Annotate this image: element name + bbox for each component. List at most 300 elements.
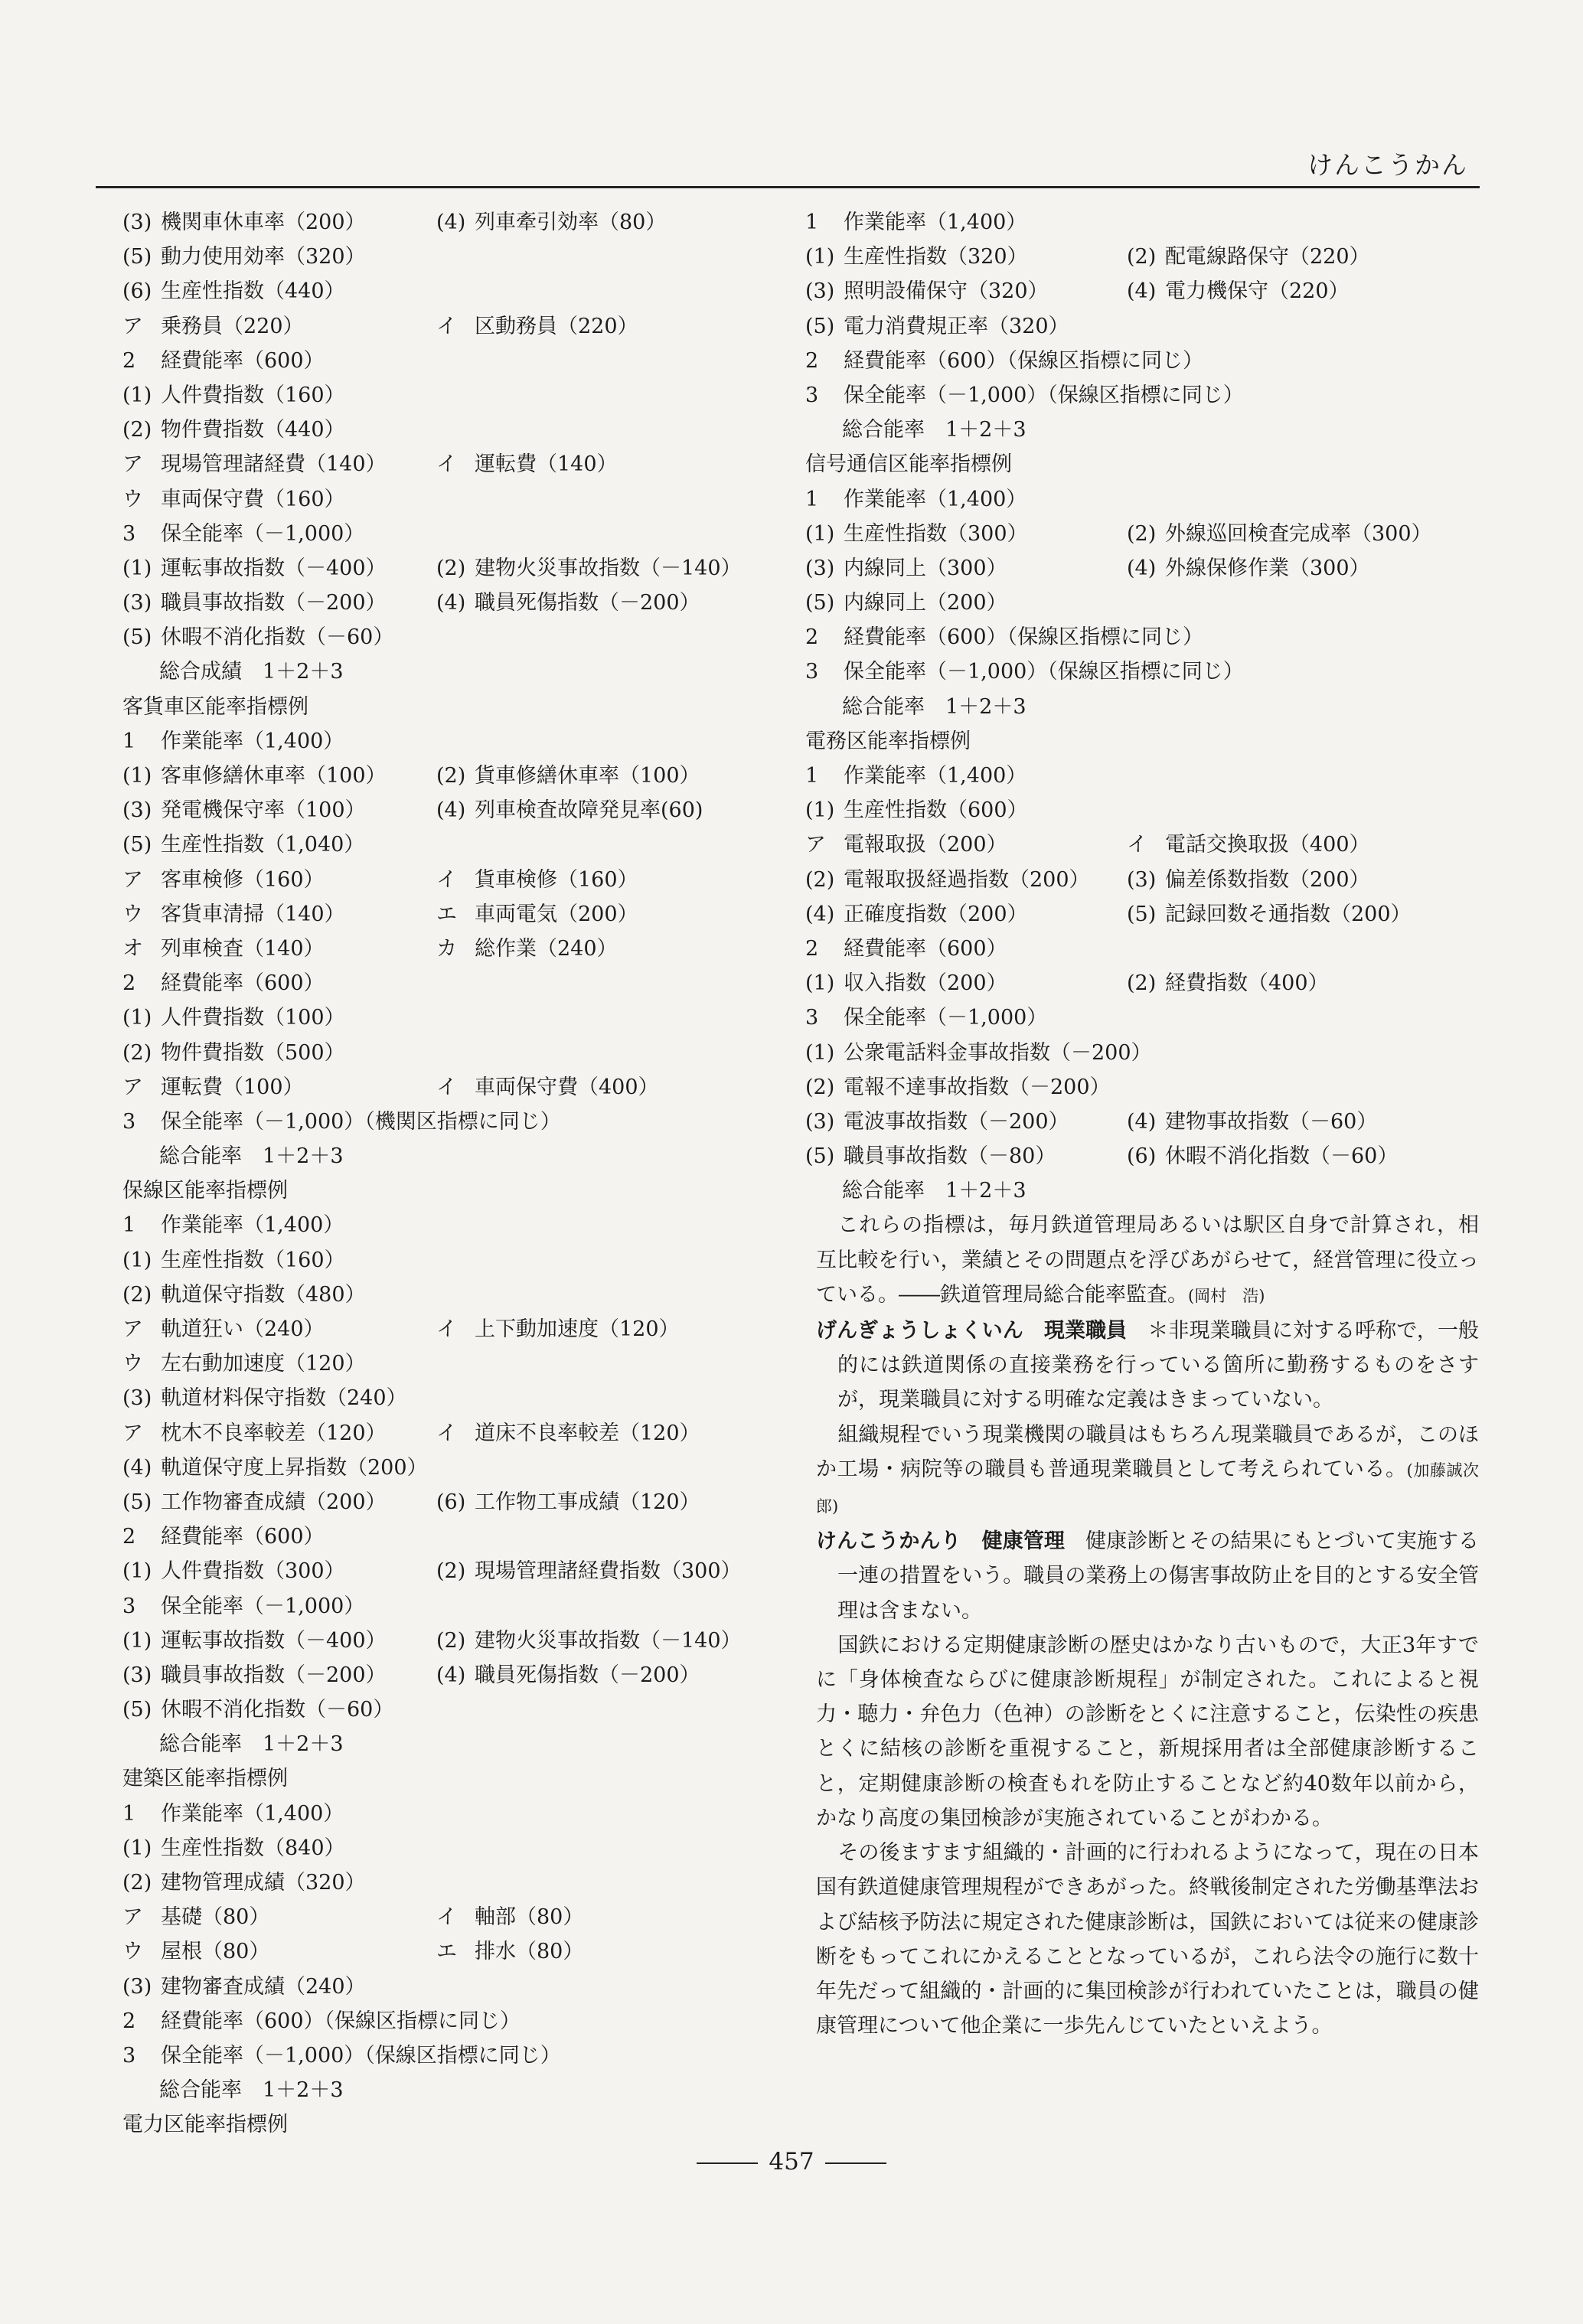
- item-marker: 3: [122, 2043, 136, 2068]
- list-line: [805, 1139, 1479, 1173]
- item-marker: (3): [122, 211, 152, 234]
- item-marker: (1): [805, 798, 835, 823]
- item-text: 照明設備保守（320）: [844, 279, 1049, 304]
- item-text: 休暇不消化指数（－60）: [1165, 1144, 1399, 1169]
- item-marker: ア: [122, 452, 143, 477]
- entry-kenko-p3: その後ますます組織的・計画的に行われるようになって，現在の日本国有鉄道健康管理規程ができあがった。終戦後制定された労働基準法および結核予防法に規定された健康診断は，国鉄においては従来の健康診断をもってこれにかえることとなっているが，これら法令の施行に数十年先だって組織的・計画的に集団検診が行われていたことは，職員の健康管理について他企業に一歩先んじていたといえよう。: [816, 1841, 1479, 2038]
- item-marker: 2: [122, 2009, 136, 2033]
- item-marker: (2): [122, 1282, 152, 1307]
- item-marker: (5): [122, 1490, 152, 1514]
- list-line: [122, 1554, 811, 1588]
- item-marker: (4): [436, 591, 466, 615]
- item-marker: ア: [122, 314, 143, 338]
- item-text: 配電線路保守（220）: [1165, 245, 1370, 269]
- item-text: 生産性指数（840）: [161, 1836, 345, 1860]
- list-line: [805, 1173, 1479, 1208]
- closing-paragraph-author: (岡村 浩): [1188, 1286, 1265, 1305]
- item-marker: 3: [805, 660, 819, 684]
- item-text: 保全能率（－1,000）: [161, 1594, 365, 1618]
- item-marker: (1): [122, 556, 152, 580]
- list-line: [122, 654, 811, 689]
- list-line: [122, 932, 811, 966]
- item-marker: ウ: [122, 1352, 143, 1376]
- item-marker: (3): [805, 556, 835, 580]
- list-line: [122, 586, 811, 620]
- item-text: 作業能率（1,400）: [161, 1801, 344, 1826]
- header-rule: [96, 186, 1480, 188]
- entry-genba: [805, 1314, 1479, 1418]
- item-marker: オ: [122, 936, 143, 961]
- item-marker: ウ: [122, 902, 143, 926]
- page-number-row: [0, 2148, 1583, 2175]
- item-text: 軌道狂い（240）: [161, 1317, 325, 1341]
- item-marker: (3): [122, 1974, 152, 1999]
- item-text: 運転事故指数（－400）: [161, 556, 387, 580]
- list-line: [122, 1070, 811, 1105]
- item-text: 物件費指数（440）: [161, 418, 345, 442]
- item-marker: (4): [805, 902, 835, 926]
- list-line: [122, 1692, 811, 1727]
- item-marker: (3): [805, 1109, 835, 1134]
- item-marker: (1): [805, 1040, 835, 1065]
- item-marker: (1): [122, 1836, 152, 1860]
- entry-genba-p1: ＊非現業職員に対する呼称で，一般的には鉄道関係の直接業務を行っている箇所に勤務するものをさすが，現業職員に対する明確な定義はきまっていない。: [837, 1319, 1480, 1412]
- item-text: 正確度指数（200）: [844, 902, 1028, 926]
- item-marker: (2): [1127, 971, 1157, 996]
- item-text: 上下動加速度（120）: [475, 1317, 680, 1341]
- total-formula: 総合能率 1＋2＋3: [159, 1732, 344, 1757]
- running-head: けんこうかん: [1307, 150, 1468, 180]
- item-marker: (2): [1127, 245, 1157, 269]
- item-text: 保全能率（－1,000）: [161, 521, 365, 546]
- list-line: [805, 724, 1479, 759]
- item-marker: (1): [805, 521, 835, 546]
- item-marker: (3): [122, 1663, 152, 1687]
- item-text: 客車検修（160）: [161, 867, 325, 892]
- list-line: [122, 482, 811, 517]
- list-line: [805, 1036, 1479, 1070]
- item-marker: ア: [805, 833, 826, 857]
- closing-paragraph-text: これらの指標は，毎月鉄道管理局あるいは駅区自身で計算され，相互比較を行い，業績とその問題点を浮びあがらせて，経営管理に役立っている。――鉄道管理局総合能率監査。: [816, 1213, 1479, 1307]
- item-text: 客貨車清掃（140）: [161, 902, 345, 926]
- item-marker: イ: [436, 314, 457, 338]
- item-marker: (3): [805, 279, 835, 304]
- item-text: 経費能率（600）（保線区指標に同じ）: [161, 2009, 521, 2033]
- list-line: [805, 620, 1479, 654]
- item-text: 生産性指数（300）: [844, 521, 1028, 546]
- item-marker: (6): [436, 1490, 466, 1514]
- section-heading: 信号通信区能率指標例: [805, 452, 1012, 477]
- list-line: [122, 517, 811, 551]
- item-marker: (3): [122, 798, 152, 823]
- list-line: [122, 863, 811, 897]
- item-text: 人件費指数（160）: [161, 383, 345, 407]
- item-text: 運転費（100）: [161, 1075, 304, 1099]
- item-marker: (4): [1127, 1109, 1157, 1134]
- item-marker: 3: [122, 1109, 136, 1134]
- list-line: [805, 793, 1479, 827]
- item-text: 左右動加速度（120）: [161, 1352, 366, 1376]
- item-text: 経費能率（600）: [161, 1525, 325, 1549]
- list-line: [122, 2073, 811, 2107]
- item-text: 電報取扱経過指数（200）: [844, 867, 1090, 892]
- page-number-dash-right: [825, 2162, 886, 2164]
- list-line: [122, 759, 811, 793]
- item-marker: (5): [122, 625, 152, 650]
- item-text: 物件費指数（500）: [161, 1040, 345, 1065]
- list-line: [805, 344, 1479, 378]
- entry-genba-term: 現業職員: [1043, 1319, 1128, 1343]
- list-line: [122, 274, 811, 308]
- item-text: 休暇不消化指数（－60）: [161, 1698, 394, 1722]
- item-marker: ア: [122, 867, 143, 892]
- item-text: 動力使用効率（320）: [161, 245, 366, 269]
- item-marker: 3: [805, 383, 819, 407]
- item-text: 職員事故指数（－80）: [844, 1144, 1056, 1169]
- right-column: [805, 205, 1479, 2043]
- list-line: [805, 274, 1479, 308]
- list-line: [122, 378, 811, 413]
- list-line: [805, 654, 1479, 689]
- list-line: [122, 1451, 811, 1485]
- list-line: [805, 517, 1479, 551]
- list-line: [805, 827, 1479, 862]
- item-marker: (1): [805, 971, 835, 996]
- list-line: [122, 1105, 811, 1139]
- item-text: 保全能率（－1,000）（機関区指標に同じ）: [161, 1109, 561, 1134]
- section-heading: 電力区能率指標例: [122, 2113, 288, 2137]
- item-marker: ア: [122, 1421, 143, 1445]
- list-line: [805, 586, 1479, 620]
- section-heading: 客貨車区能率指標例: [122, 694, 308, 719]
- list-line: [122, 1173, 811, 1208]
- list-line: [805, 447, 1479, 481]
- item-marker: 1: [122, 1213, 136, 1238]
- item-text: 軌道保守度上昇指数（200）: [161, 1455, 428, 1480]
- list-line: [122, 1485, 811, 1519]
- entry-kenko-reading: けんこうかんり: [816, 1529, 961, 1554]
- item-text: 発電機保守率（100）: [161, 798, 366, 823]
- item-marker: イ: [436, 452, 457, 477]
- item-text: 電報不達事故指数（－200）: [844, 1075, 1111, 1099]
- item-text: 機関車休車率（200）: [161, 211, 366, 234]
- item-text: 建物審査成績（240）: [161, 1974, 366, 1999]
- total-formula: 総合能率 1＋2＋3: [842, 694, 1027, 719]
- entry-kenko-p1: 健康診断とその結果にもとづいて実施する一連の措置をいう。職員の業務上の傷害事故防止を目的とする安全管理は含まない。: [837, 1529, 1480, 1623]
- item-text: 経費能率（600）: [844, 936, 1007, 961]
- list-line: [805, 932, 1479, 966]
- list-line: [805, 413, 1479, 447]
- item-text: 電話交換取扱（400）: [1165, 833, 1370, 857]
- item-marker: (1): [122, 1559, 152, 1584]
- item-text: 運転事故指数（－400）: [161, 1628, 387, 1653]
- item-marker: 3: [122, 521, 136, 546]
- list-line: [122, 690, 811, 724]
- item-text: 電力消費規正率（320）: [844, 314, 1069, 338]
- closing-paragraph: [805, 1208, 1479, 1314]
- list-line: [122, 1036, 811, 1070]
- list-line: [122, 205, 811, 240]
- list-line: [805, 240, 1479, 274]
- item-text: 総作業（240）: [475, 936, 618, 961]
- item-text: 軌道材料保守指数（240）: [161, 1386, 407, 1411]
- item-text: 内線同上（200）: [844, 591, 1007, 615]
- total-formula: 総合成績 1＋2＋3: [159, 660, 344, 684]
- list-line: [122, 2038, 811, 2073]
- item-text: 生産性指数（160）: [161, 1248, 345, 1272]
- total-formula: 総合能率 1＋2＋3: [842, 418, 1027, 442]
- total-formula: 総合能率 1＋2＋3: [842, 1179, 1027, 1203]
- item-text: 内線同上（300）: [844, 556, 1007, 580]
- item-marker: (4): [436, 211, 466, 234]
- list-line: [122, 551, 811, 586]
- item-text: 建物管理成績（320）: [161, 1871, 366, 1895]
- item-text: 記録回数そ通指数（200）: [1165, 902, 1412, 926]
- list-line: [122, 724, 811, 759]
- list-line: [122, 1900, 811, 1934]
- list-line: [122, 966, 811, 1000]
- item-marker: ウ: [122, 487, 143, 511]
- list-line: [122, 1278, 811, 1312]
- item-marker: (1): [122, 1006, 152, 1030]
- item-text: 列車検査故障発見率(60): [475, 798, 703, 823]
- item-text: 職員死傷指数（－200）: [475, 591, 700, 615]
- item-marker: (4): [436, 1663, 466, 1687]
- entry-genba-reading: げんぎょうしょくいん: [816, 1319, 1023, 1343]
- list-line: [122, 1519, 811, 1554]
- section-heading: 建築区能率指標例: [122, 1767, 288, 1791]
- list-line: [805, 378, 1479, 413]
- item-text: 基礎（80）: [161, 1905, 270, 1930]
- item-text: 工作物工事成績（120）: [475, 1490, 700, 1514]
- item-text: 乗務員（220）: [161, 314, 304, 338]
- item-marker: 1: [122, 1801, 136, 1826]
- list-line: [122, 827, 811, 862]
- list-line: [122, 897, 811, 932]
- item-text: 電波事故指数（－200）: [844, 1109, 1069, 1134]
- list-line: [122, 1139, 811, 1173]
- item-text: 車両保守費（400）: [475, 1075, 659, 1099]
- item-text: 区動務員（220）: [475, 314, 638, 338]
- item-text: 外線保修作業（300）: [1165, 556, 1370, 580]
- item-text: 作業能率（1,400）: [844, 211, 1027, 234]
- list-line: [122, 1589, 811, 1624]
- item-marker: ア: [122, 1905, 143, 1930]
- item-marker: (2): [436, 556, 466, 580]
- list-line: [805, 309, 1479, 344]
- item-marker: イ: [1127, 833, 1147, 857]
- item-marker: (1): [805, 245, 835, 269]
- item-marker: (4): [1127, 556, 1157, 580]
- list-line: [122, 1381, 811, 1415]
- item-marker: (3): [122, 1386, 152, 1411]
- list-line: [122, 1658, 811, 1692]
- list-line: [122, 1761, 811, 1796]
- list-line: [122, 1208, 811, 1242]
- item-text: 現場管理諸経費指数（300）: [475, 1559, 742, 1584]
- list-line: [122, 2107, 811, 2142]
- item-marker: エ: [436, 1940, 457, 1964]
- list-line: [805, 759, 1479, 793]
- item-marker: (1): [122, 383, 152, 407]
- item-marker: (6): [1127, 1144, 1157, 1169]
- item-marker: 2: [805, 625, 819, 650]
- item-text: 軸部（80）: [475, 1905, 584, 1930]
- item-marker: (2): [436, 1628, 466, 1653]
- item-marker: (2): [1127, 521, 1157, 546]
- page-number-dash-left: [697, 2162, 758, 2164]
- item-text: 作業能率（1,400）: [844, 764, 1027, 788]
- item-marker: (2): [805, 867, 835, 892]
- item-text: 生産性指数（600）: [844, 798, 1028, 823]
- item-text: 建物事故指数（－60）: [1165, 1109, 1378, 1134]
- item-text: 職員事故指数（－200）: [161, 591, 387, 615]
- item-marker: イ: [436, 1317, 457, 1341]
- item-text: 休暇不消化指数（－60）: [161, 625, 394, 650]
- item-marker: (2): [436, 764, 466, 788]
- item-text: 生産性指数（1,040）: [161, 833, 365, 857]
- item-text: 運転費（140）: [475, 452, 618, 477]
- item-text: 貨車修繕休車率（100）: [475, 764, 700, 788]
- item-marker: 1: [805, 487, 819, 511]
- item-marker: (2): [122, 1040, 152, 1065]
- list-line: [805, 482, 1479, 517]
- right-column-lists: [805, 205, 1479, 1208]
- item-marker: 2: [122, 348, 136, 373]
- item-text: 建物火災事故指数（－140）: [475, 1628, 742, 1653]
- entry-kenko-paragraph-2: [805, 1628, 1479, 1836]
- item-marker: イ: [436, 1421, 457, 1445]
- entry-kenko-p2: 国鉄における定期健康診断の歴史はかなり古いもので，大正3年すでに「身体検査ならびに健康診断規程」が制定された。これによると視力・聴力・弁色力（色神）の診断をとくに注意すること，伝染性の疾患とくに結核の診断を重視すること，新規採用者は全部健康診断すること，定期健康診断の検査もれを防止することなど約40数年以前から，かなり高度の集団検診が実施されていることがわかる。: [816, 1633, 1479, 1830]
- item-marker: (5): [1127, 902, 1157, 926]
- list-line: [122, 1865, 811, 1900]
- item-text: 経費能率（600）: [161, 971, 325, 996]
- item-text: 工作物審査成績（200）: [161, 1490, 387, 1514]
- item-marker: (4): [436, 798, 466, 823]
- item-marker: 2: [805, 348, 819, 373]
- item-marker: (2): [805, 1075, 835, 1099]
- item-marker: 2: [122, 971, 136, 996]
- list-line: [122, 1934, 811, 1969]
- item-marker: (5): [122, 245, 152, 269]
- list-line: [122, 1831, 811, 1865]
- item-marker: (1): [122, 764, 152, 788]
- item-marker: ア: [122, 1075, 143, 1099]
- item-marker: イ: [436, 1075, 457, 1099]
- list-line: [122, 1797, 811, 1831]
- item-text: 経費能率（600）（保線区指標に同じ）: [844, 348, 1204, 373]
- item-marker: (3): [1127, 867, 1157, 892]
- entry-genba-paragraph-2: [805, 1418, 1479, 1525]
- item-marker: ア: [122, 1317, 143, 1341]
- list-line: [122, 1624, 811, 1658]
- item-text: 経費能率（600）（保線区指標に同じ）: [844, 625, 1204, 650]
- list-line: [122, 1970, 811, 2004]
- item-marker: (2): [122, 418, 152, 442]
- entry-genba-author: (加藤誠次郎): [816, 1461, 1479, 1516]
- list-line: [805, 205, 1479, 240]
- entry-kenko-term: 健康管理: [981, 1529, 1065, 1554]
- list-line: [122, 413, 811, 447]
- page-number: 457: [769, 2148, 814, 2175]
- item-text: 生産性指数（440）: [161, 279, 345, 304]
- total-formula: 総合能率 1＋2＋3: [159, 1144, 344, 1169]
- item-text: 作業能率（1,400）: [844, 487, 1027, 511]
- item-text: 保全能率（－1,000）（保線区指標に同じ）: [844, 383, 1244, 407]
- item-text: 収入指数（200）: [844, 971, 1007, 996]
- item-text: 現場管理諸経費（140）: [161, 452, 387, 477]
- list-line: [122, 1312, 811, 1346]
- item-text: 公衆電話料金事故指数（－200）: [844, 1040, 1152, 1065]
- item-marker: イ: [436, 1905, 457, 1930]
- list-line: [805, 966, 1479, 1000]
- item-text: 電報取扱（200）: [844, 833, 1007, 857]
- item-text: 屋根（80）: [161, 1940, 270, 1964]
- item-text: 人件費指数（100）: [161, 1006, 345, 1030]
- section-heading: 電務区能率指標例: [805, 729, 971, 753]
- item-marker: カ: [436, 936, 457, 961]
- item-marker: (1): [122, 1628, 152, 1653]
- item-text: 軌道保守指数（480）: [161, 1282, 366, 1307]
- item-marker: 2: [805, 936, 819, 961]
- item-text: 貨車検修（160）: [475, 867, 638, 892]
- list-line: [122, 240, 811, 274]
- item-text: 人件費指数（300）: [161, 1559, 345, 1584]
- item-marker: (5): [805, 1144, 835, 1169]
- item-marker: (5): [805, 314, 835, 338]
- list-line: [122, 344, 811, 378]
- item-text: 電力機保守（220）: [1165, 279, 1350, 304]
- item-marker: (2): [122, 1871, 152, 1895]
- list-line: [805, 1000, 1479, 1035]
- item-marker: (5): [122, 1698, 152, 1722]
- item-text: 職員事故指数（－200）: [161, 1663, 387, 1687]
- list-line: [805, 551, 1479, 586]
- item-marker: (1): [122, 1248, 152, 1272]
- item-marker: (3): [122, 591, 152, 615]
- item-marker: ウ: [122, 1940, 143, 1964]
- item-marker: 1: [805, 764, 819, 788]
- item-text: 排水（80）: [475, 1940, 584, 1964]
- list-line: [122, 309, 811, 344]
- item-marker: (5): [805, 591, 835, 615]
- item-text: 車両保守費（160）: [161, 487, 345, 511]
- entry-kenko: [805, 1524, 1479, 1628]
- list-line: [805, 690, 1479, 724]
- left-column: [122, 205, 811, 2143]
- entry-kenko-paragraph-3: [805, 1836, 1479, 2043]
- item-marker: 1: [805, 211, 819, 234]
- item-text: 作業能率（1,400）: [161, 729, 344, 753]
- item-marker: イ: [436, 867, 457, 892]
- item-text: 保全能率（－1,000）: [844, 1006, 1048, 1030]
- list-line: [805, 897, 1479, 932]
- list-line: [122, 1000, 811, 1035]
- item-text: 作業能率（1,400）: [161, 1213, 344, 1238]
- item-marker: (6): [122, 279, 152, 304]
- item-marker: 1: [122, 729, 136, 753]
- item-marker: エ: [436, 902, 457, 926]
- item-marker: 3: [122, 1594, 136, 1618]
- list-line: [805, 1105, 1479, 1139]
- item-text: 客車修繕休車率（100）: [161, 764, 387, 788]
- entry-genba-p2: 組織規程でいう現業機関の職員はもちろん現業職員であるが，このほか工場・病院等の職員も普通現業職員として考えられている。: [816, 1422, 1479, 1481]
- list-line: [122, 1727, 811, 1761]
- item-text: 経費能率（600）: [161, 348, 325, 373]
- item-marker: (5): [122, 833, 152, 857]
- list-line: [122, 1243, 811, 1278]
- list-line: [122, 793, 811, 827]
